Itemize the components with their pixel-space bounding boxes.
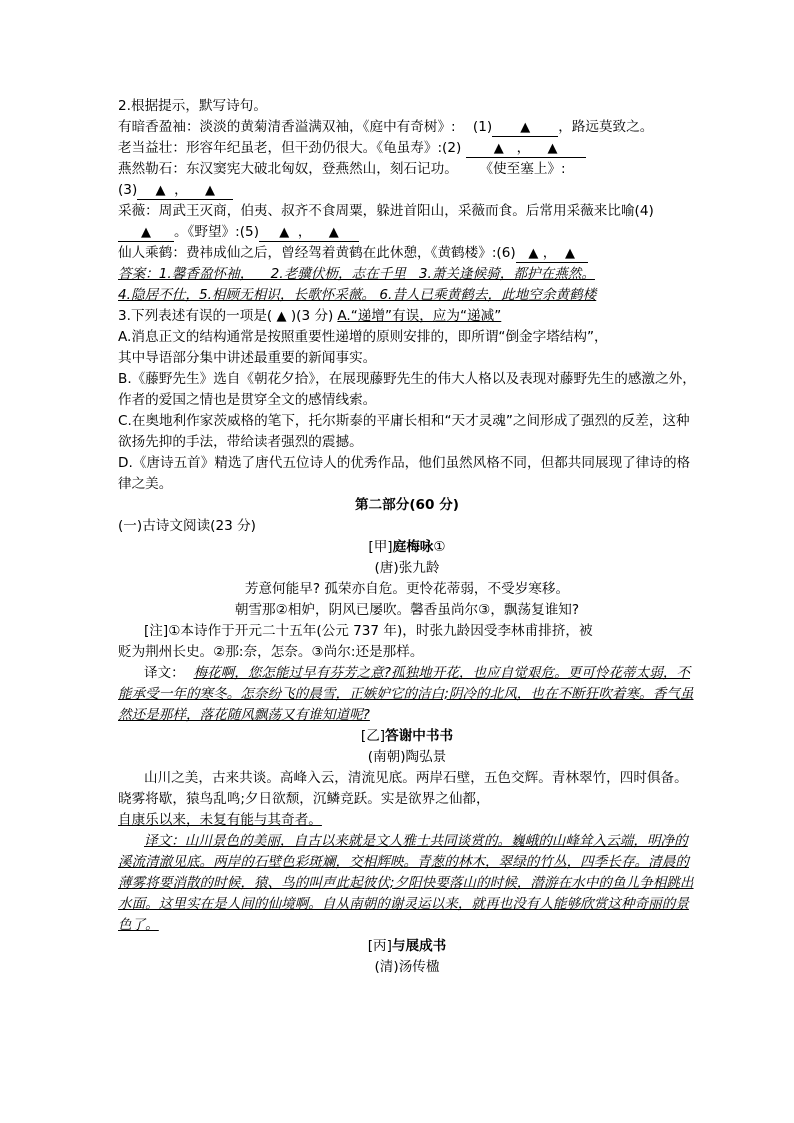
triangle-icon: ▲ <box>276 309 287 324</box>
answer-blank-6: ▲ ， ▲ <box>516 245 588 263</box>
triangle-icon: ▲ <box>155 183 166 198</box>
q2-item-1-num: (1) <box>472 119 493 135</box>
q2-item-3-answer: (3) ▲ ， ▲ <box>118 180 696 201</box>
yi-translation: 译文：山川景色的美丽，自古以来就是文人雅士共同谈赏的。巍峨的山峰耸入云端，明净的溪流清澈见底。两岸的石壁色彩斑斓，交相辉映。青葱的林木，翠绿的竹丛，四季长存。清晨的薄雾将要消散的时候，猿、鸟的叫声此起彼伏;夕阳快要落山的时候，潜游在水中的鱼儿争相跳出水面。这里实在是人间的仙境啊。自从南朝的谢灵运以来，就再也没有人能够欣赏这种奇丽的景色了。 <box>118 833 694 933</box>
q2-item-1 <box>118 117 696 138</box>
q2-item-4-prompt: 采薇：周武王灭商，伯夷、叔齐不食周粟，躲进首阳山，采薇而食。后常用采薇来比喻(4) <box>118 203 654 219</box>
jia-author: (唐)张九龄 <box>374 560 440 576</box>
q2-answer-line-2: 4.隐居不仕，5.相顾无相识，长歌怀采薇。 6.昔人已乘黄鹤去，此地空余黄鹤楼 <box>118 287 597 303</box>
triangle-icon: ▲ <box>493 141 504 156</box>
jia-poem-line-2: 朝雪那②相妒，阴风已屡吹。馨香虽尚尔③，飘荡复谁知? <box>234 602 580 618</box>
triangle-icon: ▲ <box>520 120 531 135</box>
yi-title: [乙]答谢中书书 <box>360 728 454 744</box>
q2-item-5 <box>118 243 696 264</box>
answer-blank-5: ▲ ， ▲ <box>259 224 359 242</box>
q3-option-a: A.消息正文的结构通常是按照重要性递增的原则安排的，即所谓“倒金字塔结构”， <box>118 329 608 345</box>
jia-title: [甲]庭梅咏① <box>368 539 446 555</box>
q3-answer: A.“递增”有误，应为“递减” <box>337 308 502 324</box>
q2-item-2-prompt: 老当益壮：形容年纪虽老，但干劲仍很大。《龟虽寿》:(2) <box>118 140 462 156</box>
q2-item-1-prompt: 有暗香盈袖：淡淡的黄菊清香溢满双袖，《庭中有奇树》: <box>118 119 456 135</box>
q3-option-c: C.在奥地利作家茨威格的笔下，托尔斯泰的平庸长相和“天才灵魂”之间形成了强烈的反差，这种欲扬先抑的手法，带给读者强烈的震撼。 <box>118 413 690 450</box>
q2-answer-line-1: 答案：1.馨香盈怀袖， 2.老骥伏枥，志在千里 3.萧关逢候骑，都护在燕然。 <box>118 266 595 282</box>
q2-item-3 <box>118 159 696 180</box>
document-page <box>118 96 696 978</box>
q2-item-5-prompt: 仙人乘鹤：费祎成仙之后，曾经驾着黄鹤在此休憩，《黄鹤楼》:(6) <box>118 245 516 261</box>
jia-translation: 译文： 梅花啊，您怎能过早有芬芳之意?孤独地开花，也应自觉艰危。更可怜花蒂太弱，不能承受一年的寒冬。怎奈纷飞的晨雪，正嫉妒它的洁白;阴冷的北风，也在不断狂吹着寒。香气虽然还是那样，落花随风飘荡又有谁知道呢? <box>118 665 694 723</box>
part2-heading: 第二部分(60 分) <box>354 497 460 513</box>
bing-title: [丙]与展成书 <box>367 938 447 954</box>
triangle-icon: ▲ <box>279 225 290 240</box>
answer-blank-1 <box>492 119 558 137</box>
q2-title: 2.根据提示，默写诗句。 <box>118 98 267 114</box>
yi-text: 山川之美，古来共谈。高峰入云，清流见底。两岸石壁，五色交辉。青林翠竹，四时俱备。晓雾将歇，猿鸟乱鸣;夕日欲颓，沉鳞竞跃。实是欲界之仙都， <box>118 770 688 807</box>
triangle-icon: ▲ <box>547 141 558 156</box>
triangle-icon: ▲ <box>564 246 575 261</box>
answer-blank-3: ▲ ， ▲ <box>137 182 233 200</box>
bing-author: (清)汤传楹 <box>374 959 440 975</box>
answer-blank-4 <box>118 224 174 242</box>
q3-option-b: B.《藤野先生》选自《朝花夕拾》，在展现藤野先生的伟大人格以及表现对藤野先生的感激之外，作者的爱国之情也是贯穿全文的感情线索。 <box>118 371 696 408</box>
jia-poem-line-1: 芳意何能早? 孤荣亦自危。更怜花蒂弱，不受岁寒移。 <box>244 581 570 597</box>
triangle-icon: ▲ <box>205 183 216 198</box>
q2-item-4: 采薇：周武王灭商，伯夷、叔齐不食周粟，躲进首阳山，采薇而食。后常用采薇来比喻(4)▲ 。《野望》:(5) ▲ ， ▲ <box>118 203 654 240</box>
q2-item-3-prompt: 燕然勒石：东汉窦宪大破北匈奴，登燕然山，刻石记功。 <box>118 161 458 177</box>
yi-author: (南朝)陶弘景 <box>367 749 447 765</box>
yi-text-last: 自康乐以来，未复有能与其奇者。 <box>118 812 322 828</box>
section-heading: (一)古诗文阅读(23 分) <box>118 518 256 534</box>
q2-item-2 <box>118 138 696 159</box>
q3-title: 3.下列表述有误的一项是( ▲ )(3 分) A.“递增”有误，应为“递减” <box>118 308 502 324</box>
q2-item-3-source: 《使至塞上》: <box>479 161 566 177</box>
triangle-icon: ▲ <box>528 246 539 261</box>
jia-notes-cont: 贬为荆州长史。②那:奈，怎奈。③尚尔:还是那样。 <box>118 644 424 660</box>
q3-option-d: D.《唐诗五首》精选了唐代五位诗人的优秀作品，他们虽然风格不同，但都共同展现了律诗的格律之美。 <box>118 455 691 492</box>
triangle-icon: ▲ <box>141 225 151 240</box>
q2-item-1-tail: ，路远莫致之。 <box>558 119 654 135</box>
triangle-icon: ▲ <box>328 225 339 240</box>
answer-blank-2: ▲ ， ▲ <box>466 140 586 158</box>
jia-notes: [注]①本诗作于开元二十五年(公元 737 年)，时张九龄因受李林甫排挤，被 <box>144 623 593 639</box>
q3-option-a-cont: 其中导语部分集中讲述最重要的新闻事实。 <box>118 350 377 366</box>
